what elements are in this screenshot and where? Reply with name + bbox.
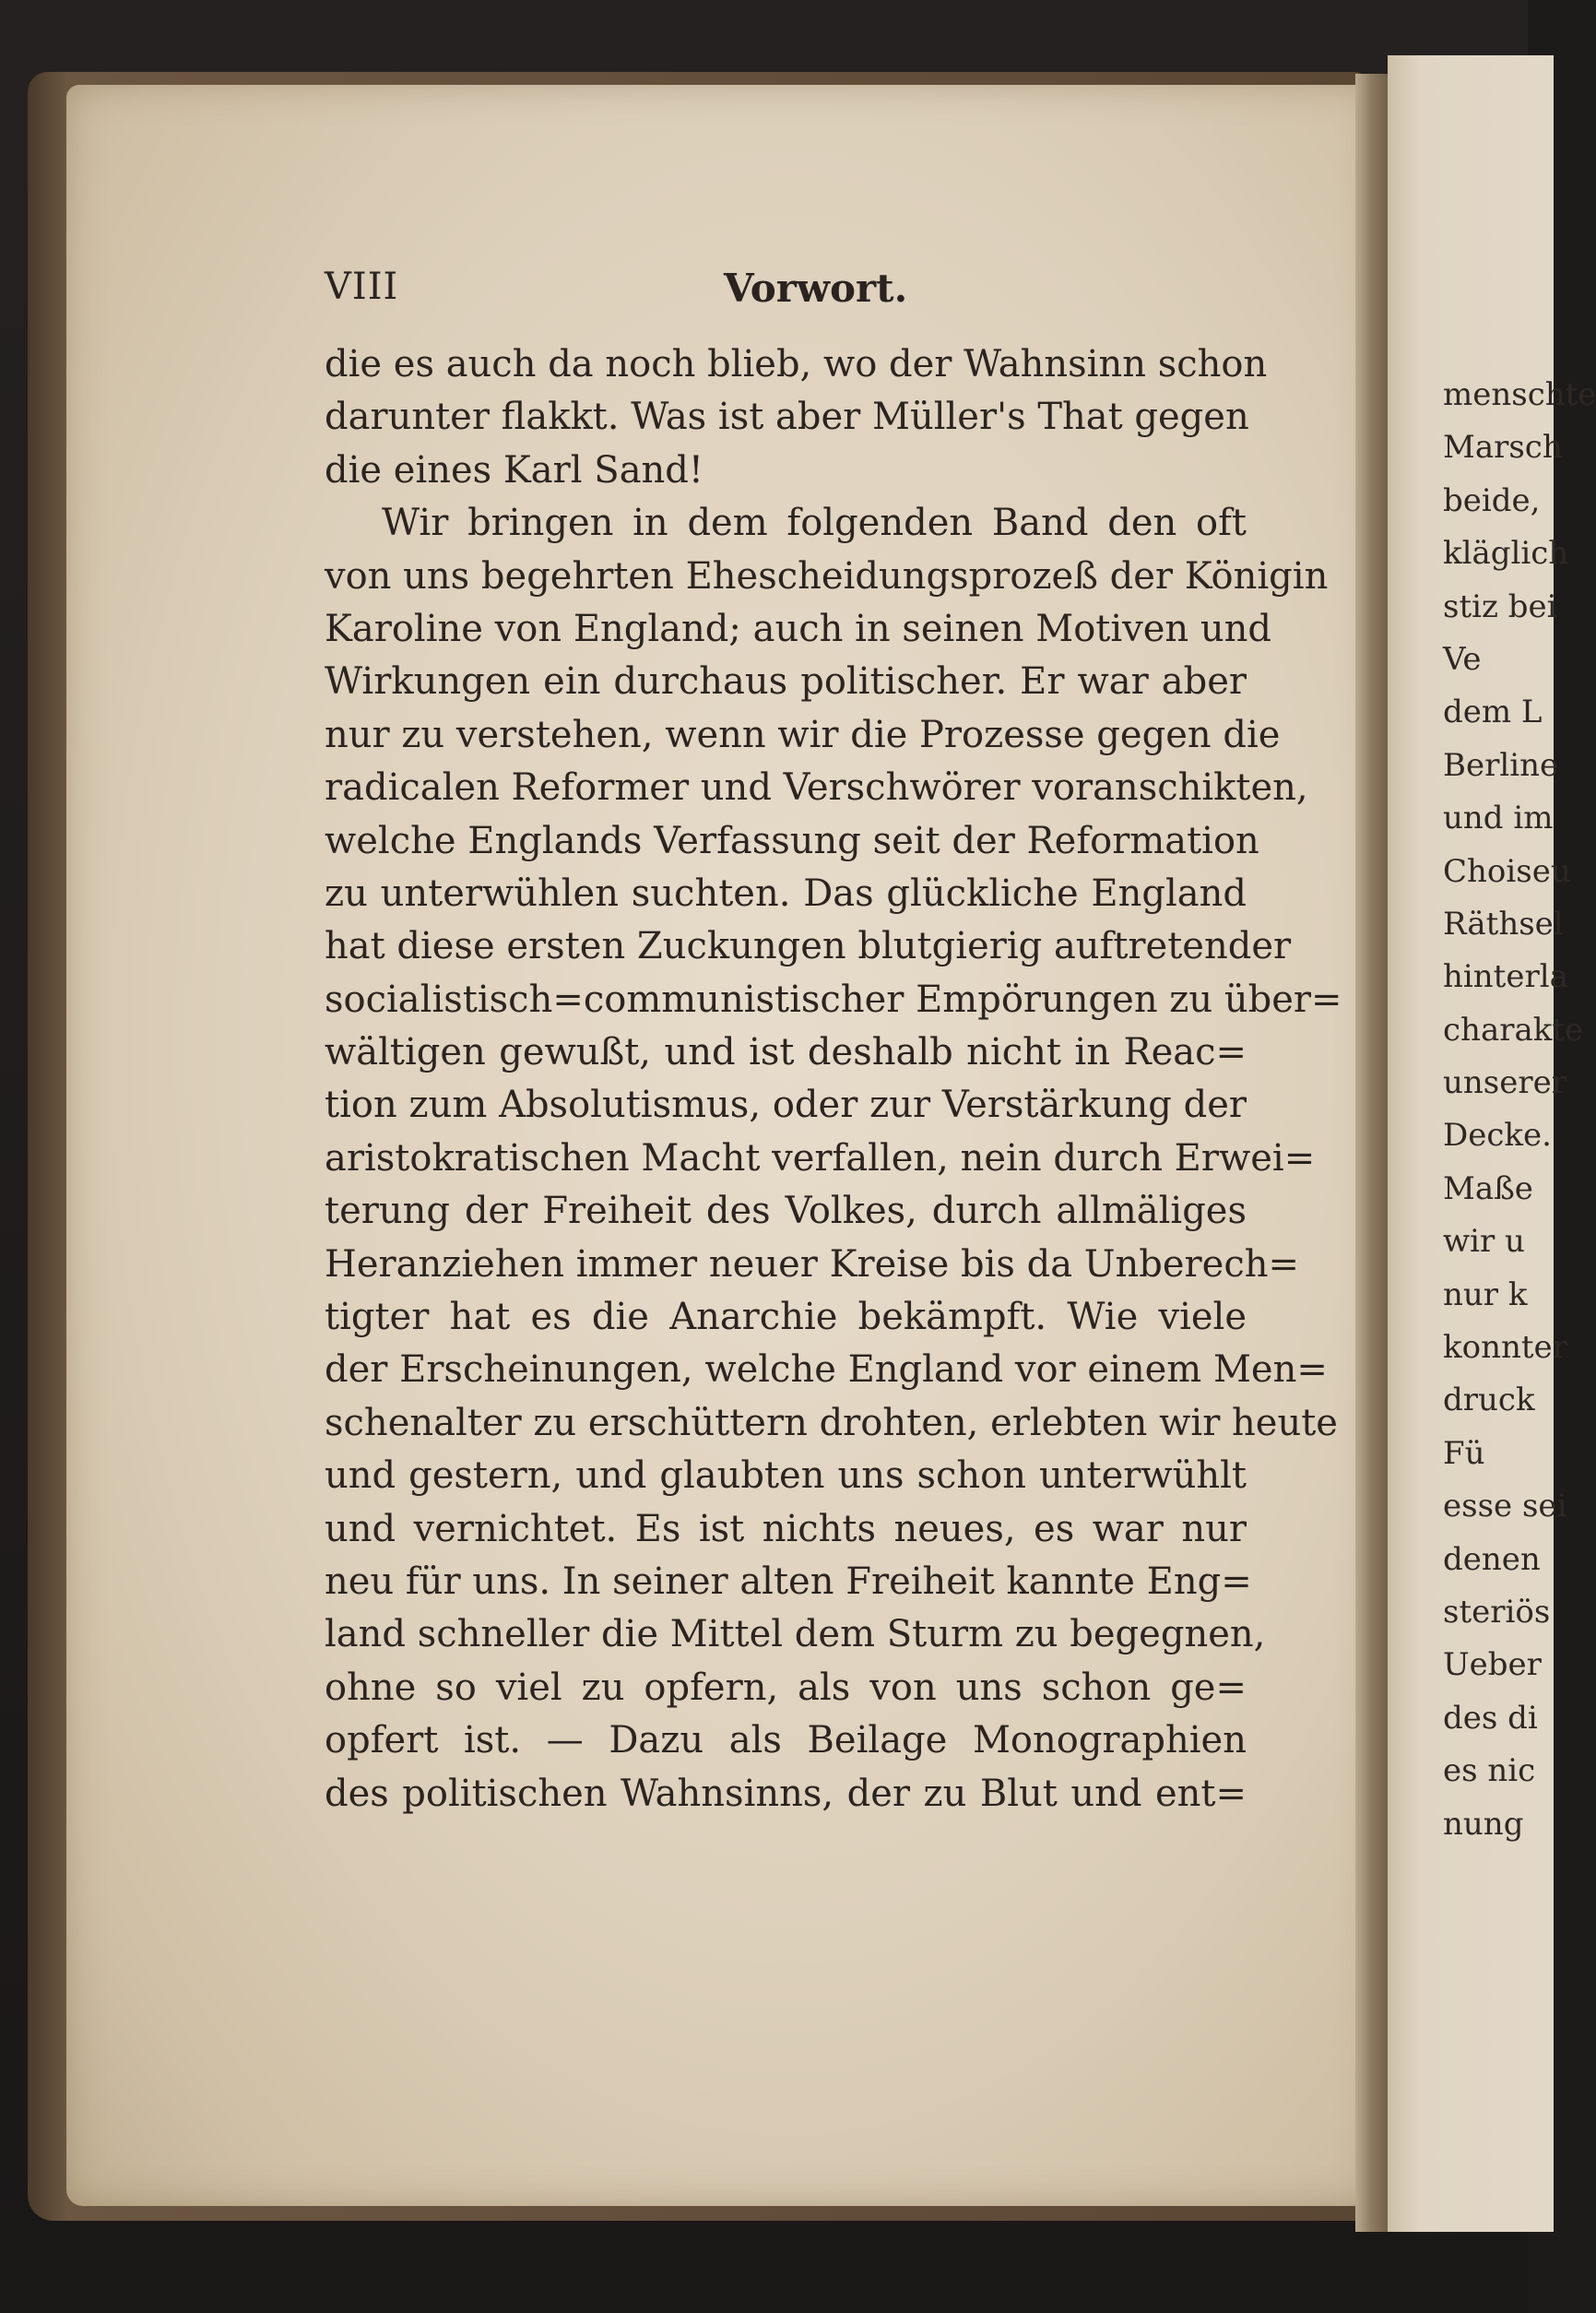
text-line: Wirkungen ein durchaus politischer. Er war aber: [325, 660, 1247, 704]
fragment-line: menschte: [1443, 376, 1596, 413]
text-line: schenalter zu erschüttern drohten, erlebten wir heute: [325, 1401, 1338, 1444]
fragment-line: hinterla: [1443, 958, 1568, 996]
text-line: der Erscheinungen, welche England vor einem Men=: [325, 1348, 1328, 1392]
text-line: darunter flakkt. Was ist aber Müller's That gegen: [325, 396, 1249, 439]
fragment-line: konnter: [1443, 1329, 1567, 1367]
text-line: socialistisch=communistischer Empörungen zu über=: [325, 978, 1342, 1021]
text-line: tion zum Absolutismus, oder zur Verstärkung der: [325, 1084, 1247, 1127]
fragment-line: Choiseu: [1443, 852, 1571, 890]
fragment-line: Marsch: [1443, 429, 1563, 467]
text-line: des politischen Wahnsinns, der zu Blut und ent=: [325, 1772, 1247, 1815]
body-text: [325, 338, 1342, 1821]
text-line: welche Englands Verfassung seit der Reformation: [325, 819, 1259, 862]
book-gutter: [1355, 74, 1392, 2232]
fragment-line: es nic: [1443, 1752, 1536, 1790]
text-line: und gestern, und glaubten uns schon unterwühlt: [325, 1454, 1247, 1498]
running-title: Vorwort.: [724, 266, 908, 311]
fragment-line: des di: [1443, 1699, 1538, 1737]
text-line: Karoline von England; auch in seinen Motiven und: [325, 607, 1272, 650]
fragment-line: stiz bei: [1443, 587, 1557, 625]
fragment-line: Fü: [1443, 1434, 1485, 1472]
fragment-line: denen: [1443, 1540, 1541, 1578]
fragment-line: Ueber: [1443, 1646, 1542, 1684]
fragment-line: druck: [1443, 1382, 1535, 1419]
fragment-line: kläglich: [1443, 535, 1569, 573]
fragment-line: esse sei: [1443, 1488, 1567, 1525]
text-line: nur zu verstehen, wenn wir die Prozesse gegen die: [325, 713, 1281, 756]
fragment-line: Ve: [1443, 640, 1482, 678]
text-line: hat diese ersten Zuckungen blutgierig auftretender: [325, 925, 1292, 968]
fragment-line: wir u: [1443, 1223, 1525, 1261]
text-line: Heranziehen immer neuer Kreise bis da Unberech=: [325, 1242, 1300, 1286]
page-number: VIII: [325, 266, 399, 308]
text-line: land schneller die Mittel dem Sturm zu begegnen,: [325, 1613, 1266, 1656]
text-line: wältigen gewußt, und ist deshalb nicht in Reac=: [325, 1031, 1247, 1074]
fragment-line: und im: [1443, 800, 1554, 837]
fragment-line: steriös: [1443, 1593, 1551, 1631]
text-line: und vernichtet. Es ist nichts neues, es war nur: [325, 1507, 1247, 1550]
text-line: Wir bringen in dem folgenden Band den oft: [382, 502, 1247, 545]
text-line: aristokratischen Macht verfallen, nein durch Erwei=: [325, 1136, 1316, 1180]
fragment-line: Berline: [1443, 746, 1559, 784]
right-page-text-fragments: [1443, 369, 1596, 1851]
fragment-line: nung: [1443, 1805, 1524, 1843]
fragment-line: charakte: [1443, 1011, 1584, 1049]
fragment-line: Räthsel: [1443, 905, 1564, 943]
text-line: die eines Karl Sand!: [325, 448, 703, 492]
fragment-line: Maße: [1443, 1169, 1533, 1207]
fragment-line: beide,: [1443, 481, 1541, 519]
text-line: die es auch da noch blieb, wo der Wahnsinn schon: [325, 343, 1268, 386]
text-line: tigter hat es die Anarchie bekämpft. Wie viele: [325, 1296, 1247, 1339]
fragment-line: nur k: [1443, 1275, 1528, 1313]
fragment-line: Decke.: [1443, 1117, 1552, 1155]
fragment-line: dem L: [1443, 694, 1543, 731]
text-line: opfert ist. — Dazu als Beilage Monographien: [325, 1719, 1247, 1762]
text-line: von uns begehrten Ehescheidungsprozeß der Königin: [325, 554, 1329, 598]
text-line: radicalen Reformer und Verschwörer voranschikten,: [325, 766, 1308, 810]
text-line: ohne so viel zu opfern, als von uns schon ge=: [325, 1666, 1247, 1709]
text-line: terung der Freiheit des Volkes, durch allmäliges: [325, 1190, 1247, 1233]
text-line: neu für uns. In seiner alten Freiheit kannte Eng=: [325, 1560, 1252, 1603]
fragment-line: unserer: [1443, 1064, 1566, 1102]
text-line: zu unterwühlen suchten. Das glückliche England: [325, 872, 1247, 915]
